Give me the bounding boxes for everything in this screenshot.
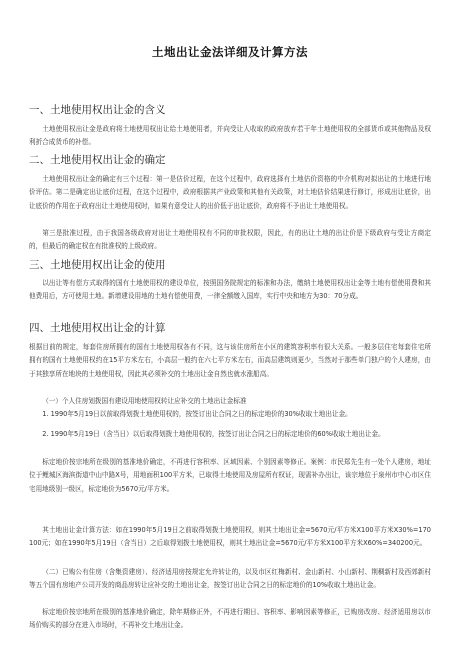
section-4-heading: 四、土地使用权出让金的计算: [29, 322, 166, 334]
section-1-heading: 一、土地使用权出让金的含义: [29, 104, 166, 116]
section-4-subheading-1: （一）个人住房划拨国有建设用地使用权转让应补交的土地出让金标准: [42, 397, 247, 405]
section-4-item-2: 2. 1990年5月19日（含当日）以后取得划拨土地使用权的，按签订出让合同之日的标定地价的60%收取土地出让金。: [42, 430, 385, 438]
section-4-case-example: 标定地价按宗地所在级别的基准地价确定，不再进行容积率、区域因素、个别因素等修正。案例：市民郑先生有一处个人建房，地址位于鲤城区海滨街道中山中路X号，用地面积100平方米，已取得土地使用及房屋所有权证，现需补办出让，该宗地位于泉州市中心市区住宅用地级别一级区，标定地价为5670元/平方米。: [29, 458, 431, 493]
section-2-paragraph-2: 第三是批准过程，由于我国各级政府对出让土地使用权有不同的审批权限，因此，有的出让土地的出让价是下级政府与受让方商定的，但最后的确定权在有批准权的上级政府。: [29, 229, 431, 251]
section-4-calculation: 其土地出让金计算方法：如在1990年5月19日之前取得划拨土地使用权，则其土地出让金=5670元/平方米X100平方米X30%=170100元；如在1990年5月19日（含当日）之后取得划拨土地使用权，则其土地出让金=5670元/平方米X100平方米X60%=340200元。: [29, 526, 431, 548]
section-3-paragraph-1: 以出让等有偿方式取得的国有土地使用权的建设单位，按照国务院规定的标准和办法，缴纳土地使用权出让金等土地有偿使用费和其他费用后，方可使用土地。新增建设用地的土地有偿使用费，一律全额缴入国库，实行中央和地方为30：70分成。: [29, 279, 431, 301]
section-4-subheading-2: （二）已购公有住房（含集资建房）、经济适用房按规定允许转让的，以及市区红梅新村、金山新村、小山新村、荆稠新村及西郊新村等五个国有房地产公司开发的商品房转让应补交的土地出让金，按签订出让合同之日的标定地价的10%收取土地出让金。: [29, 568, 431, 590]
section-4-paragraph-last: 标定地价按宗地所在级别的基准地价确定，除年期修正外，不再进行期日、容积率、影响因素等修正，已购房改房、经济适用房以市场价购买的部分在进入市场时，不再补交土地出让金。: [29, 608, 431, 630]
section-1-paragraph-1: 土地使用权出让金是政府将土地使用权出让给土地使用者，并向受让人收取的政府放弃若干年土地使用权的全部货币或其他物品及权利折合成货币的补偿。: [29, 125, 431, 147]
section-4-paragraph-1: 根据目前的规定，每套住房所拥有的国有土地使用权各有不同，这与该住房所在小区的建筑容积率有很大关系。一般多层住宅每套住宅所拥有的国有土地使用权约在15平方米左右，小高层一般约在六七平方米左右，而高层建筑则更少，当然对于那些单门独户的个人建房，由于其独享所在地块的土地使用权，因此其必须补交的土地出让金自然也就水涨船高。: [29, 343, 431, 378]
section-4-item-1: 1. 1990年5月19日以前取得划拨土地使用权的，按签订出让合同之日的标定地价的30%收取土地出让金。: [42, 410, 352, 418]
document-title: 土地出让金法详细及计算方法: [152, 45, 308, 59]
section-2-heading: 二、土地使用权出让金的确定: [29, 154, 166, 166]
section-3-heading: 三、土地使用权出让金的使用: [29, 259, 166, 271]
section-2-paragraph-1: 土地使用权出让金的确定有三个过程：第一是估价过程，在这个过程中，政府选择有土地估价资格的中介机构对拟出让的土地进行地价评估。第二是确定出让底价过程，在这个过程中，政府根据其产业政策和其他有关政策，对土地估价结果进行修订，形成出让底价，出让底价的作用在于政府出让土地使用权时，如果有意受让人的出价低于出让底价，政府将不予出让土地使用权。: [29, 175, 431, 210]
